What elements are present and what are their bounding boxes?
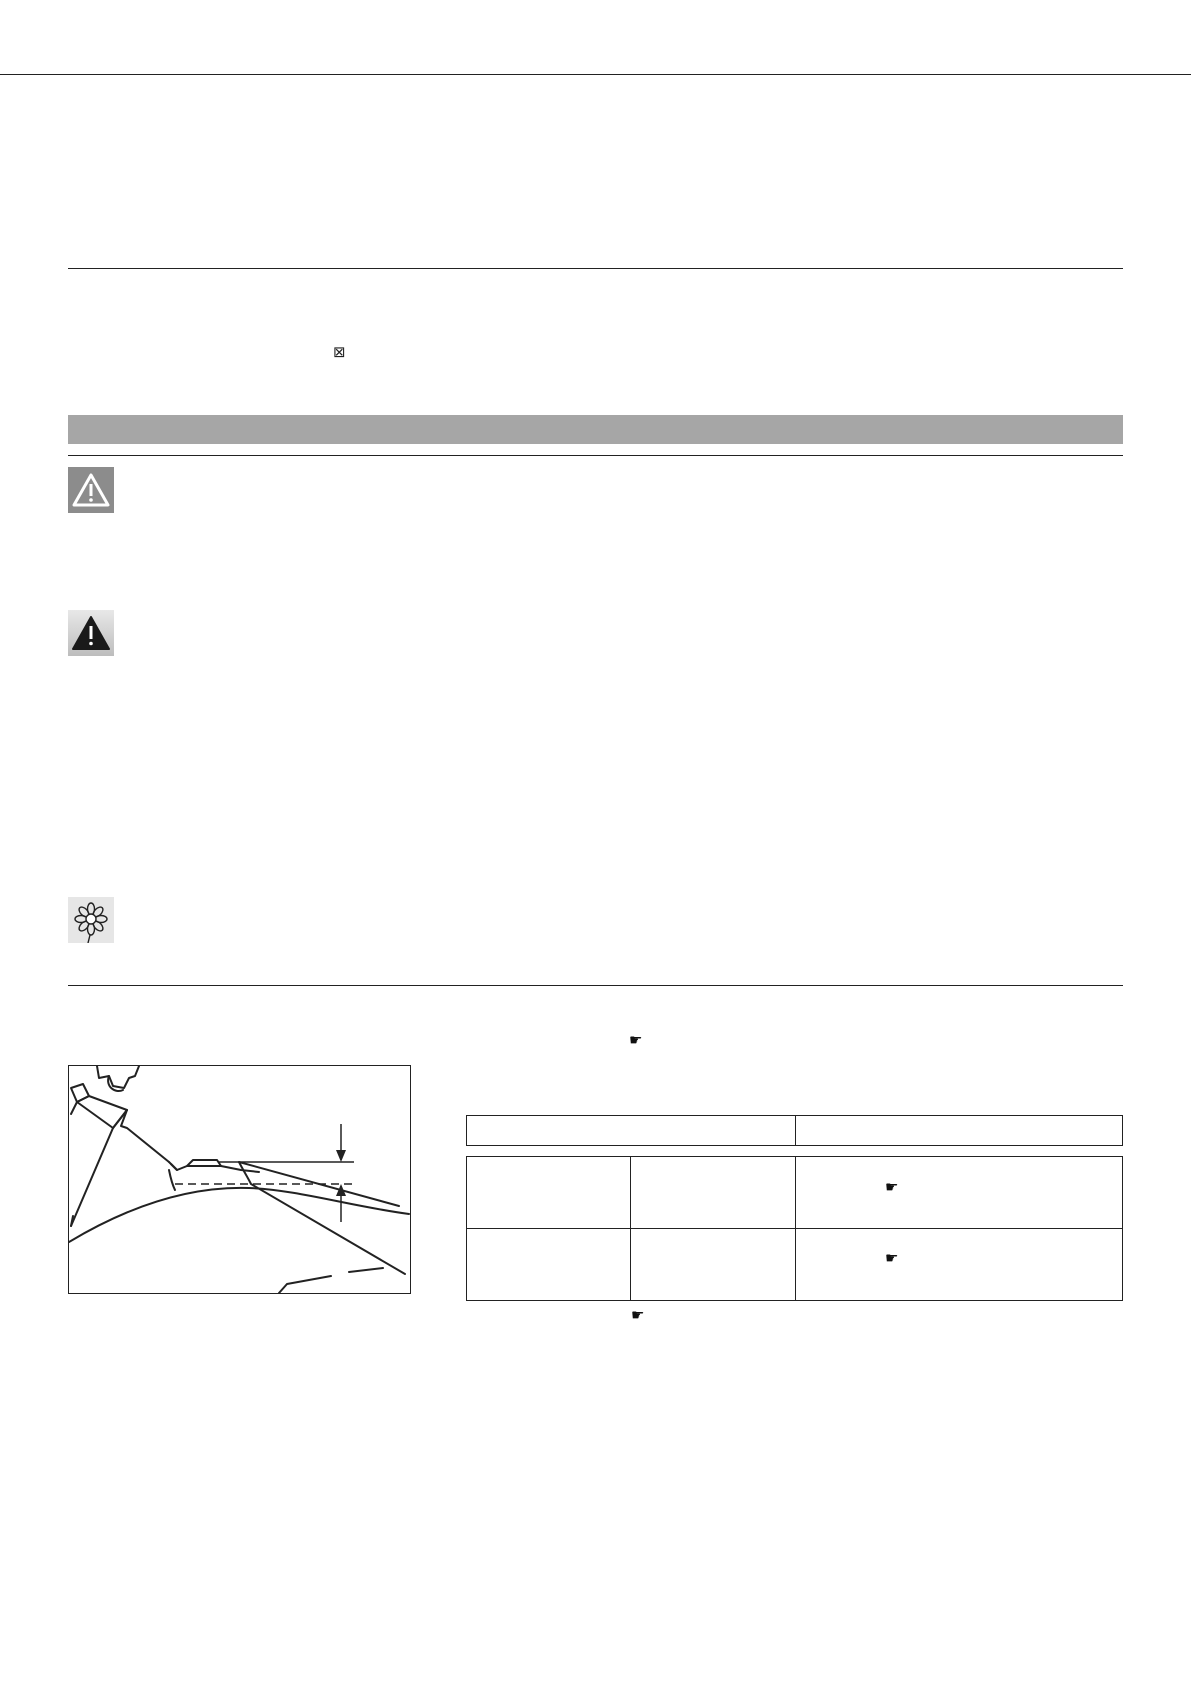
table-header-cell [795, 1115, 1123, 1146]
table-cell [630, 1228, 796, 1301]
table-cell [795, 1228, 1123, 1301]
flower-environment-icon [68, 897, 114, 943]
caution-triangle-outline-icon [68, 467, 114, 513]
circled-x-icon: ⊠ [333, 343, 346, 361]
pointing-hand-icon: ☛ [629, 1031, 643, 1049]
section-rule [68, 268, 1123, 269]
table-cell [466, 1156, 631, 1229]
header-rule [0, 74, 1191, 75]
band-underline-rule [68, 455, 1123, 456]
warning-triangle-filled-icon [68, 610, 114, 656]
pointing-hand-icon: ☛ [885, 1178, 899, 1196]
heading-band [68, 415, 1123, 444]
table-cell [795, 1156, 1123, 1229]
pointing-hand-icon: ☛ [885, 1249, 899, 1267]
table-cell [466, 1228, 631, 1301]
illustration-figure [68, 1065, 411, 1294]
pointing-hand-icon: ☛ [631, 1306, 645, 1324]
table-header-cell [466, 1115, 796, 1146]
lower-section-rule [68, 985, 1123, 986]
table-cell [630, 1156, 796, 1229]
